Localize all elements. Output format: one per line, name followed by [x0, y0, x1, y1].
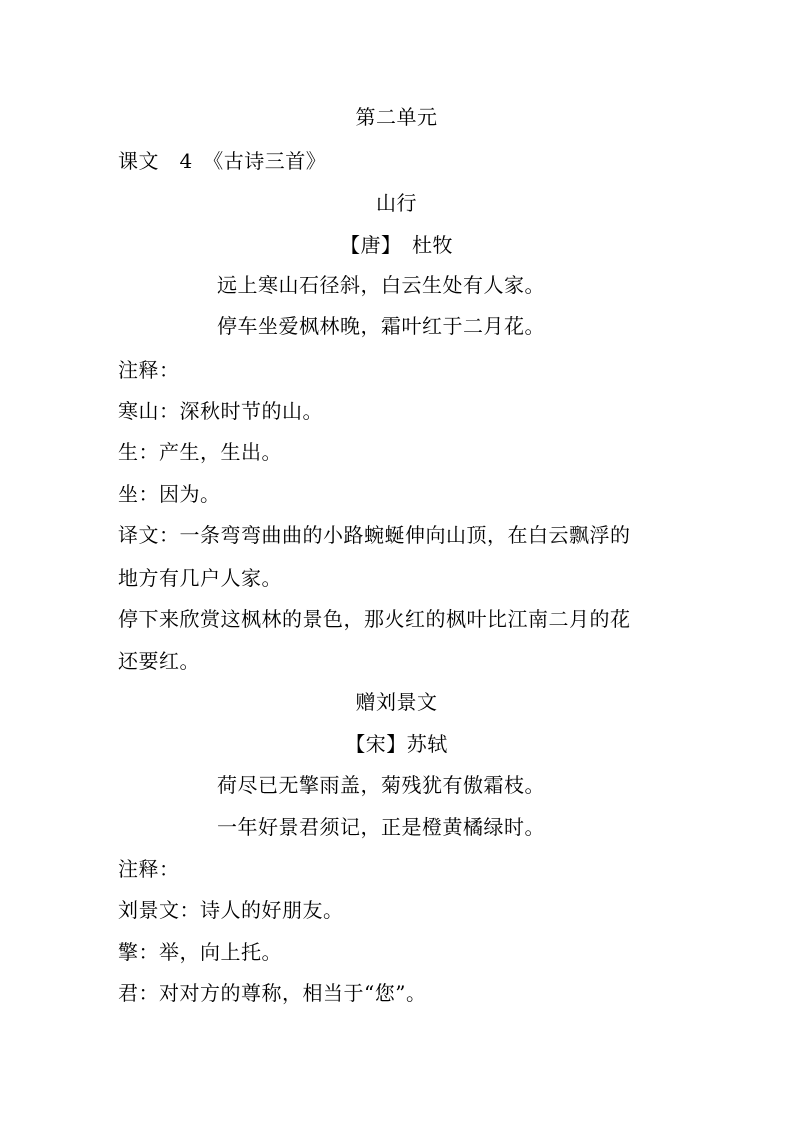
poem-author: 【唐】 杜牧	[340, 233, 453, 257]
note-item: 坐：因为。	[118, 482, 221, 506]
translation-line: 还要红。	[118, 649, 200, 673]
poem-title: 山行	[376, 191, 417, 215]
translation-line: 译文：一条弯弯曲曲的小路蜿蜒伸向山顶，在白云飘浮的	[118, 523, 631, 547]
poem-line: 荷尽已无擎雨盖，菊残犹有傲霜枝。	[217, 773, 545, 797]
poem-title: 赠刘景文	[355, 690, 438, 714]
poem-line: 远上寒山石径斜，白云生处有人家。	[217, 273, 545, 297]
translation-line: 停下来欣赏这枫林的景色，那火红的枫叶比江南二月的花	[118, 607, 631, 631]
note-item: 寒山：深秋时节的山。	[118, 399, 323, 423]
poem-line: 一年好景君须记，正是橙黄橘绿时。	[217, 815, 545, 839]
translation-line: 地方有几户人家。	[118, 566, 282, 590]
note-item: 君：对对方的尊称，相当于“您”。	[118, 981, 427, 1005]
poem-author: 【宋】苏轼	[345, 732, 448, 756]
lesson-title: 课文 4 《古诗三首》	[118, 149, 327, 173]
note-item: 擎：举，向上托。	[118, 940, 282, 964]
unit-title: 第二单元	[355, 105, 438, 129]
notes-heading: 注释：	[118, 358, 180, 382]
poem-line: 停车坐爱枫林晚，霜叶红于二月花。	[217, 314, 545, 338]
note-item: 生：产生，生出。	[118, 440, 282, 464]
note-item: 刘景文：诗人的好朋友。	[118, 898, 344, 922]
notes-heading: 注释：	[118, 857, 180, 881]
